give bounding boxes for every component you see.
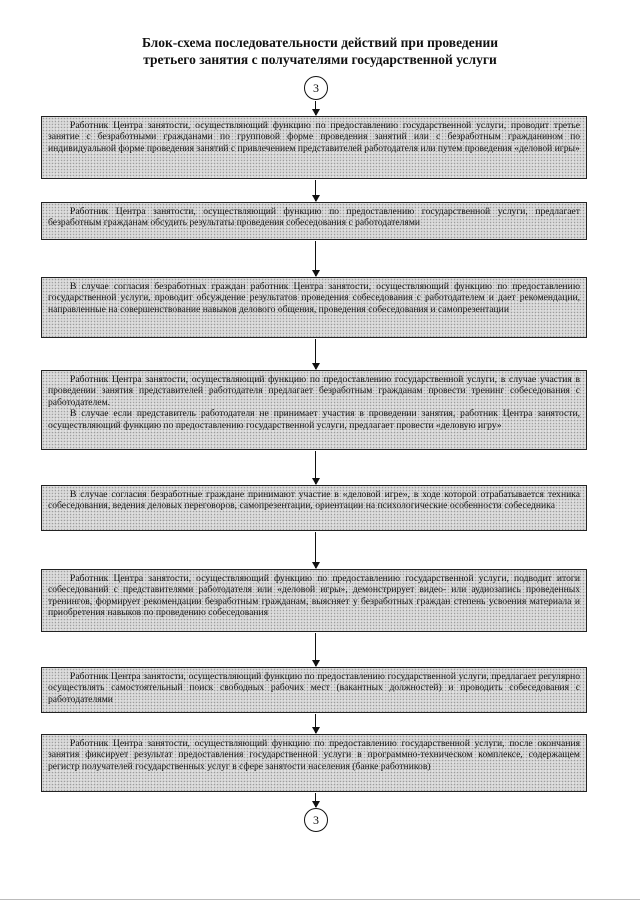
scan-edge-line: [0, 899, 640, 900]
diagram-title: [100, 34, 540, 68]
step-3-text: В случае согласия безработных граждан работник Центра занятости, осуществляющий функцию по предоставлению государственной услуги, проводит обсуждение результатов проведения собеседования с работодателем и дает рекомендации, направленные на совершенствование навыков делового общения, проведения собеседования и самопрезентации: [48, 281, 580, 315]
step-6-box: [41, 569, 587, 632]
step-2-box: [41, 202, 587, 240]
title-line-1: Блок-схема последовательности действий при проведении: [141, 35, 499, 50]
step-8-box: [41, 734, 587, 792]
arrow-step-8-to-connector: [315, 793, 316, 807]
arrow-step-5-to-6: [315, 532, 316, 568]
arrow-step-6-to-7: [315, 633, 316, 666]
step-6-text: Работник Центра занятости, осуществляющий функцию по предоставлению государственной услуги, подводит итоги собеседований с представителями работодателя или «деловой игры», демонстрирует видео- или аудиозапись проведенных тренингов, формирует рекомендации безработным гражданам, выясняет у безработных граждан степень усвоения материала и приобретения навыков по проведению собеседования: [48, 573, 580, 619]
step-1-text: Работник Центра занятости, осуществляющий функцию по предоставлению государственной услуги, проводит третье занятие с безработными гражданами по групповой форме проведения занятий или с безработным гражданином по индивидуальной форме проведения занятий с привлечением представителей работодателя или путем проведения «деловой игры»: [48, 120, 580, 154]
arrow-step-4-to-5: [315, 451, 316, 484]
arrow-connector-to-step-1: [315, 101, 316, 115]
step-8-text: Работник Центра занятости, осуществляющий функцию по предоставлению государственной услуги, после окончания занятия фиксирует результат предоставления государственной услуги в программно-техническом комплексе, содержащем регистр получателей государственных услуг в сфере занятости населения (банке работников): [48, 738, 580, 772]
step-1-box: [41, 116, 587, 179]
step-7-box: [41, 667, 587, 713]
step-4-text-1: Работник Центра занятости, осуществляющий функцию по предоставлению государственной услуги, в случае участия в проведении занятия представителей работодателя предлагает безработным гражданам провести тренинг собеседования с работодателем.: [48, 374, 580, 408]
connector-bottom: [304, 808, 328, 832]
title-line-2: третьего занятия с получателями государственной услуги: [143, 52, 497, 67]
step-3-box: [41, 277, 587, 338]
step-4-box: [41, 370, 587, 450]
step-5-box: [41, 485, 587, 531]
step-5-text: В случае согласия безработные граждане принимают участие в «деловой игре», в ходе которой отрабатывается техника собеседования, ведения деловых переговоров, самопрезентации, ориентации на психологические особенности собеседника: [48, 489, 580, 512]
connector-bottom-label: 3: [313, 812, 319, 827]
connector-top-label: 3: [313, 80, 319, 95]
arrow-step-7-to-8: [315, 714, 316, 733]
arrow-step-3-to-4: [315, 339, 316, 369]
connector-top: [304, 76, 328, 100]
step-7-text: Работник Центра занятости, осуществляющий функцию по предоставлению государственной услуги, предлагает регулярно осуществлять самостоятельный поиск свободных рабочих мест (вакантных должностей) и проводить собеседования с работодателями: [48, 671, 580, 705]
arrow-step-1-to-2: [315, 180, 316, 201]
step-2-text: Работник Центра занятости, осуществляющий функцию по предоставлению государственной услуги, предлагает безработным гражданам обсудить результаты проведения собеседования с работодателями: [48, 206, 580, 229]
step-4-text-2: В случае если представитель работодателя не принимает участия в проведении занятия, работник Центра занятости, осуществляющий функцию по предоставлению государственной услуги, предлагает провести «деловую игру»: [48, 408, 580, 431]
arrow-step-2-to-3: [315, 241, 316, 276]
